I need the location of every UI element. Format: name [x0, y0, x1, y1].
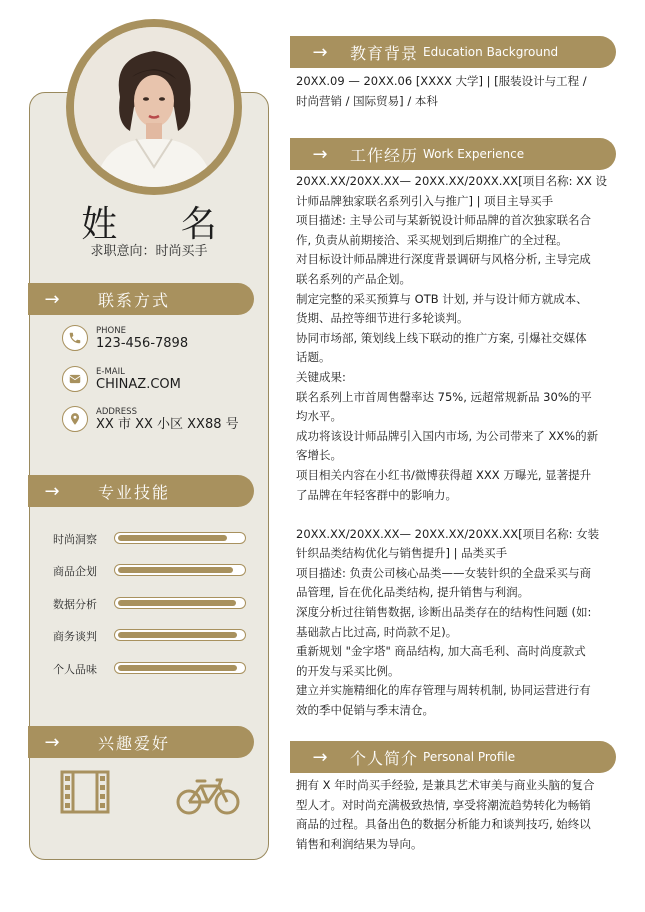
summary-content	[296, 776, 610, 854]
skill-row	[53, 596, 248, 610]
work-line: 制定完整的采买预算与 OTB 计划, 并与设计师方就成本、	[296, 291, 588, 306]
work-line: 基础款占比过高, 时尚款不足)。	[296, 624, 458, 639]
skill-row	[53, 661, 248, 675]
location-icon	[62, 406, 88, 432]
work-line: 计师品牌独家联名系列引入与推广] | 项目主导买手	[296, 193, 554, 208]
education-content	[296, 72, 610, 111]
skill-row	[53, 531, 248, 545]
phone-value: 123-456-7898	[96, 335, 189, 351]
work-line: 建立并实施精细化的库存管理与周转机制, 协同运营进行有	[296, 683, 591, 698]
contact-email-row	[62, 366, 181, 392]
email-label: E-MAIL	[96, 366, 125, 377]
work-line: 了品牌在年轻客群中的影响力。	[296, 487, 457, 502]
skill-row	[53, 628, 248, 642]
arrow-right-icon: →	[44, 480, 60, 502]
education-line: 时尚营销 / 国际贸易] / 本科	[296, 93, 438, 108]
work-line: 作, 负责从前期接洽、采买规划到后期推广的全过程。	[296, 232, 568, 247]
contact-section-title: 联系方式	[98, 290, 171, 310]
education-line: 20XX.09 — 20XX.06 [XXXX 大学] | [服装设计与工程 /	[296, 74, 587, 88]
skill-name: 商品企划	[53, 565, 97, 578]
hobbies-section-title: 兴趣爱好	[98, 733, 171, 753]
education-subtitle: Education Background	[423, 45, 559, 59]
work-line: 联名系列上市首周售罄率达 75%, 远超常规新品 30%的平	[296, 389, 592, 404]
work-line: 重新规划 "金字塔" 商品结构, 加大高毛利、高时尚度款式	[296, 644, 586, 659]
skill-track	[114, 564, 246, 576]
summary-line: 拥有 X 年时尚买手经验, 是兼具艺术审美与商业头脑的复合	[296, 778, 595, 792]
avatar-photo	[74, 27, 234, 187]
work-line: 效的季中促销与季末清仓。	[296, 703, 434, 718]
summary-line: 商品的过程。具备出色的数据分析能力和谈判技巧, 始终以	[296, 817, 591, 832]
work-line: 均水平。	[296, 409, 342, 424]
skill-level-bar	[118, 567, 233, 573]
summary-line: 型人才。对时尚充满极致热情, 享受将潮流趋势转化为畅销	[296, 797, 591, 812]
skill-name: 商务谈判	[53, 630, 97, 643]
work-content	[296, 172, 610, 721]
work-line: 关键成果:	[296, 369, 346, 384]
skill-row	[53, 563, 248, 577]
contact-address-row	[62, 406, 239, 432]
address-value: XX 市 XX 小区 XX88 号	[96, 416, 239, 432]
skill-track	[114, 532, 246, 544]
work-line: 项目描述: 负责公司核心品类——女装针织的全盘采买与商	[296, 565, 592, 580]
arrow-right-icon: →	[312, 746, 328, 768]
skill-name: 数据分析	[53, 598, 97, 611]
bicycle-icon	[175, 776, 241, 820]
education-title: 教育背景	[350, 43, 419, 63]
avatar	[66, 19, 242, 195]
skill-level-bar	[118, 632, 237, 638]
summary-line: 销售和利润结果为导向。	[296, 836, 423, 851]
work-line: 20XX.XX/20XX.XX— 20XX.XX/20XX.XX[项目名称: XX 设	[296, 174, 608, 188]
skills-section-title: 专业技能	[98, 482, 171, 502]
phone-label: PHONE	[96, 325, 126, 336]
work-line: 项目描述: 主导公司与某新锐设计师品牌的首次独家联名合	[296, 213, 592, 228]
phone-icon	[62, 325, 88, 351]
skill-track	[114, 597, 246, 609]
contact-section-header	[28, 283, 254, 315]
summary-subtitle: Personal Profile	[423, 750, 516, 764]
education-section-header	[290, 36, 616, 68]
work-line: 客增长。	[296, 448, 342, 463]
work-line: 的开发与采买比例。	[296, 663, 400, 678]
mail-icon	[62, 366, 88, 392]
skill-level-bar	[118, 535, 227, 541]
skill-name: 时尚洞察	[53, 533, 97, 546]
film-icon	[60, 770, 110, 818]
work-line: 项目相关内容在小红书/微博获得超 XXX 万曝光, 显著提升	[296, 467, 592, 482]
portrait-illustration	[74, 27, 234, 187]
skills-section-header	[28, 475, 254, 507]
arrow-right-icon: →	[44, 731, 60, 753]
address-label: ADDRESS	[96, 406, 137, 417]
work-line: 货期、品控等细节进行多轮谈判。	[296, 311, 469, 326]
arrow-right-icon: →	[312, 143, 328, 165]
email-value: CHINAZ.COM	[96, 376, 181, 392]
work-line: 协同市场部, 策划线上线下联动的推广方案, 引爆社交媒体	[296, 330, 587, 345]
work-line: 深度分析过往销售数据, 诊断出品类存在的结构性问题 (如:	[296, 605, 592, 620]
contact-phone-row	[62, 325, 188, 351]
work-subtitle: Work Experience	[423, 147, 525, 161]
work-line: 话题。	[296, 350, 331, 365]
summary-section-header	[290, 741, 616, 773]
candidate-name: 姓 名	[81, 204, 243, 245]
skill-level-bar	[118, 600, 236, 606]
skill-name: 个人品味	[53, 663, 97, 676]
work-line: 20XX.XX/20XX.XX— 20XX.XX/20XX.XX[项目名称: 女装	[296, 526, 600, 541]
job-intent: 求职意向：时尚买手	[90, 244, 208, 259]
arrow-right-icon: →	[44, 288, 60, 310]
work-line: 针织品类结构优化与销售提升] | 品类买手	[296, 546, 508, 561]
arrow-right-icon: →	[312, 41, 328, 63]
summary-title: 个人简介	[350, 748, 419, 768]
work-section-header	[290, 138, 616, 170]
skill-level-bar	[118, 665, 237, 671]
skill-track	[114, 629, 246, 641]
work-line: 品管理, 旨在优化品类结构, 提升销售与利润。	[296, 585, 530, 600]
work-line: 成功将该设计师品牌引入国内市场, 为公司带来了 XX%的新	[296, 428, 599, 443]
work-line	[296, 505, 610, 525]
work-title: 工作经历	[350, 145, 419, 165]
work-line: 对目标设计师品牌进行深度背景调研与风格分析, 主导完成	[296, 252, 591, 267]
hobbies-section-header	[28, 726, 254, 758]
skill-track	[114, 662, 246, 674]
work-line: 联名系列的产品企划。	[296, 271, 411, 286]
